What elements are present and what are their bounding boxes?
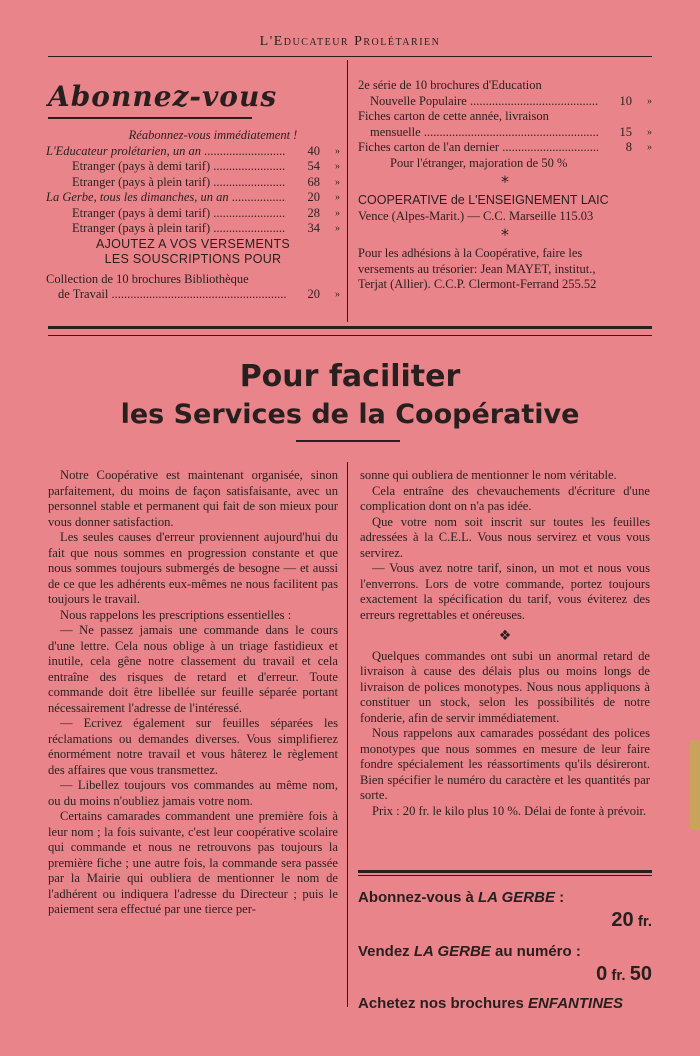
- price-row: [358, 140, 652, 156]
- price-value: 68: [307, 174, 320, 189]
- souscriptions-heading: AJOUTEZ A VOS VERSEMENTS: [95, 236, 291, 251]
- price-unit: »: [335, 161, 340, 172]
- article-paragraph: Cela entraîne des chevauchements d'écriture d'une complication dont on n'a pas idée.: [360, 483, 650, 513]
- la-gerbe-advert: [358, 870, 652, 1014]
- price-unit: »: [335, 223, 340, 234]
- abonnez-title-rule: [48, 117, 252, 119]
- article-paragraph: Nous rappelons les prescriptions essentielles :: [60, 607, 292, 622]
- advert-price: [358, 908, 652, 934]
- adhesion-text: versements au trésorier: Jean MAYET, institut.,: [358, 261, 596, 276]
- price-value: 54: [307, 159, 320, 173]
- top-column-divider: [347, 60, 348, 322]
- price-value: 40: [307, 143, 320, 158]
- price-unit: »: [335, 289, 340, 300]
- price-unit: »: [335, 207, 340, 219]
- star-separator: *: [501, 172, 509, 191]
- article-paragraph: Certains camarades commandent une première fois à leur nom ; la fois suivante, c'est leur coopérative scolaire qui commande et nous ne retrouvons pas toujours la première fiche ; une autre fois, la commande sera passée par la Mairie qui oubliera de mentionner le nom de l'adhérent ou indiquera l'adresse du Directeur ; puis le paiement sera effectué par une tierce per-: [48, 809, 338, 916]
- advert-emphasis: LA GERBE: [478, 889, 555, 906]
- price-value: 34: [307, 221, 320, 235]
- advert-text: :: [554, 889, 565, 906]
- price-unit: »: [647, 95, 652, 107]
- article-paragraph: Quelques commandes ont subi un anormal retard de livraison à cause des délais plus ou moins longs de livraison de polices monotypes. Nous nous appliquons à constituer un stock, selon les possibilités de notre fonderie, afin de servir immédiatement.: [360, 648, 650, 725]
- price-label: Etranger (pays à plein tarif): [72, 221, 211, 235]
- article-right-column: [360, 468, 650, 819]
- price-unit: »: [335, 145, 340, 157]
- price-unit: »: [647, 126, 652, 138]
- price-number: 20: [611, 909, 634, 931]
- price-row: [358, 125, 652, 141]
- price-value: 28: [307, 205, 320, 220]
- star-separator: *: [501, 225, 509, 244]
- price-label: La Gerbe, tous les dimanches, un an: [46, 190, 229, 204]
- price-unit: fr.: [607, 967, 630, 984]
- price-row: [46, 175, 340, 191]
- souscriptions-heading: LES SOUSCRIPTIONS POUR: [104, 252, 282, 266]
- article-left-column: [48, 468, 338, 918]
- price-number: 50: [629, 963, 652, 985]
- price-value: 8: [625, 140, 632, 154]
- collection-line: Collection de 10 brochures Bibliothèque: [46, 271, 249, 286]
- advert-text: au numéro :: [490, 943, 581, 960]
- article-paragraph: — Libellez toujours vos commandes au même nom, ou du moins n'oubliez jamais votre nom.: [48, 778, 338, 808]
- adhesion-text: Terjat (Allier). C.C.P. Clermont-Ferrand 255.52: [358, 277, 597, 291]
- price-label: Etranger (pays à demi tarif): [72, 205, 211, 220]
- advert-line: [358, 888, 652, 908]
- price-value: 20: [307, 287, 320, 301]
- header-rule: [48, 56, 652, 57]
- price-label: mensuelle: [370, 124, 421, 139]
- advert-emphasis: LA GERBE: [413, 943, 491, 960]
- advert-text: Abonnez-vous à: [358, 889, 479, 906]
- price-row: [46, 190, 340, 206]
- price-value: 10: [619, 93, 632, 108]
- title-underline: [296, 440, 400, 442]
- price-unit: fr.: [633, 913, 652, 930]
- article-paragraph: Nous rappelons aux camarades possédant des polices monotypes que nous sommes en mesure de leur faire fondre spécialement les réassortiments qu'ils désireront. Bien spécifier le numéro du caractère et les quantités par sorte.: [360, 726, 650, 802]
- price-row: [46, 287, 340, 303]
- fiches-line: Fiches carton de cette année, livraison: [358, 109, 549, 123]
- price-row: [46, 206, 340, 222]
- price-unit: »: [335, 192, 340, 203]
- advert-text: Achetez nos brochures: [358, 995, 529, 1012]
- article-paragraph: Prix : 20 fr. le kilo plus 10 %. Délai de fonte à prévoir.: [372, 803, 647, 818]
- price-value: 20: [307, 190, 320, 204]
- advert-line: [358, 942, 652, 962]
- price-label: de Travail: [58, 287, 109, 301]
- price-unit: »: [335, 176, 340, 188]
- adhesion-text: Pour les adhésions à la Coopérative, faire les: [358, 246, 583, 260]
- page-edge-tab: [690, 740, 700, 830]
- brochures-price-list: [358, 78, 652, 293]
- article-paragraph: Notre Coopérative est maintenant organisée, sinon parfaitement, du moins de façon satisfaisante, avec un personnel stable et permanent qui fait de son mieux pour vous donner satisfaction.: [48, 468, 338, 529]
- price-unit: »: [647, 142, 652, 153]
- price-label: Nouvelle Populaire: [370, 93, 467, 108]
- article-paragraph: Les seules causes d'erreur proviennent aujourd'hui du fait que nous sommes en progression constante et que nous sommes toujours submergés de besogne — et aussi de ce que les adhérents eux-mêmes ne nous facilitent pas toujours le travail.: [48, 530, 338, 606]
- price-label: L'Educateur prolétarien, un an: [46, 143, 201, 158]
- abonnez-title: Abonnez-vous: [48, 80, 278, 113]
- article-title-line: Pour faciliter: [239, 359, 461, 394]
- article-paragraph: — Ne passez jamais une commande dans le cours d'une lettre. Cela nous oblige à un triage fastidieux et inutile, cela gêne notre classement du travail et cela entraîne des risques de retard et d'erreur. Toute commande doit être libellée sur feuille séparée portant nécessairement l'adresse de l'intéressé.: [48, 623, 338, 715]
- price-row: [358, 94, 652, 110]
- running-header: L'Educateur Prolétarien: [259, 34, 441, 49]
- article-column-divider: [347, 462, 348, 1007]
- etranger-note: Pour l'étranger, majoration de 50 %: [390, 155, 568, 170]
- article-paragraph: Que votre nom soit inscrit sur toutes les feuilles adressées à la C.E.L. Vous nous servirez et vous vous servirez.: [360, 514, 650, 560]
- price-row: [46, 159, 340, 175]
- price-label: Fiches carton de l'an dernier: [358, 140, 500, 154]
- section-rule: [48, 326, 652, 336]
- reabonnez-line: Réabonnez-vous immédiatement !: [128, 128, 298, 142]
- price-row: [46, 144, 340, 160]
- advert-rule: [358, 870, 652, 876]
- advert-emphasis: ENFANTINES: [528, 995, 624, 1012]
- advert-line: [358, 994, 652, 1014]
- subscription-price-list: [46, 128, 340, 303]
- price-value: 15: [619, 124, 632, 139]
- price-label: Etranger (pays à demi tarif): [72, 159, 211, 173]
- serie-line: 2e série de 10 brochures d'Education: [358, 78, 542, 92]
- article-paragraph: sonne qui oubliera de mentionner le nom véritable.: [360, 468, 617, 482]
- price-row: [46, 221, 340, 237]
- article-paragraph: — Vous avez notre tarif, sinon, un mot et nous vous l'enverrons. Lors de votre commande, portez toujours exactement la spécification du tarif, vous éviterez des erreurs regrettables et onéreuses.: [360, 561, 650, 622]
- cooperative-address: Vence (Alpes-Marit.) — C.C. Marseille 115.03: [358, 208, 594, 223]
- article-title-line: les Services de la Coopérative: [120, 399, 580, 430]
- article-title: [0, 358, 700, 434]
- price-number: 0: [596, 963, 608, 985]
- advert-text: Vendez: [358, 943, 414, 960]
- ornament-separator: ❖: [498, 628, 512, 644]
- article-paragraph: — Ecrivez également sur feuilles séparées les réclamations ou demandes diverses. Vous simplifierez énormément notre travail et vous hâterez le règlement des affaires que vous transmettez.: [48, 716, 338, 777]
- price-label: Etranger (pays à plein tarif): [72, 174, 211, 189]
- advert-price: [358, 962, 652, 988]
- cooperative-name: COOPERATIVE de L'ENSEIGNEMENT LAIC: [358, 193, 609, 207]
